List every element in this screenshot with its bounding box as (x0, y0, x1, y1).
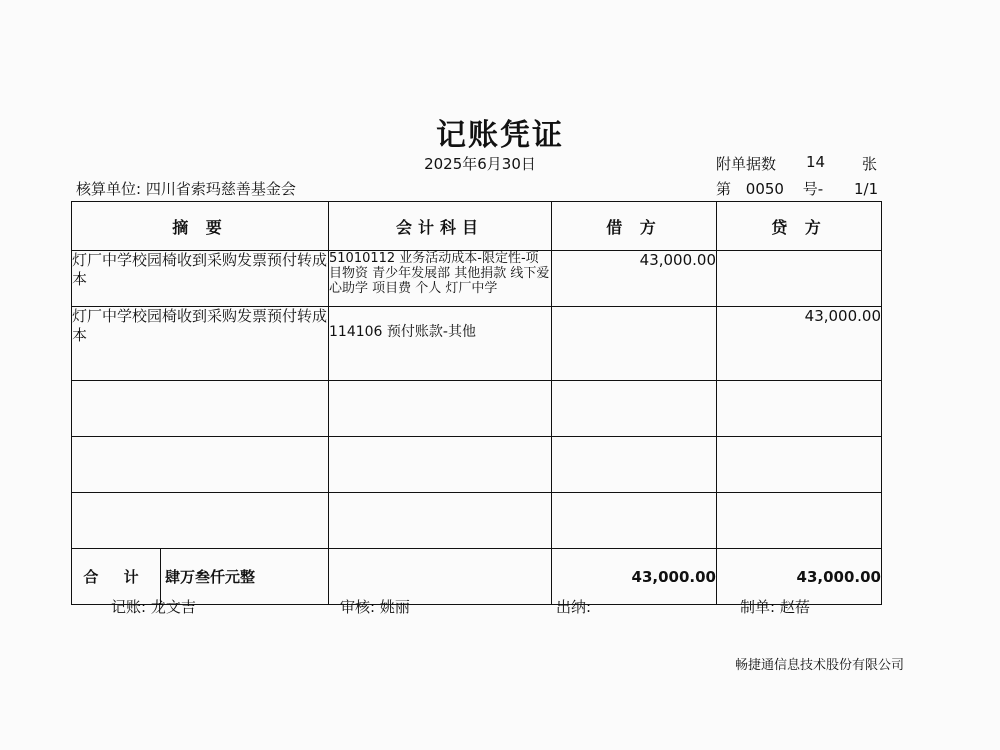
row-credit: 43,000.00 (717, 307, 882, 381)
header-credit: 贷 方 (717, 202, 882, 251)
number-suffix: 号- (802, 180, 824, 198)
preparer-name: 赵蓓 (779, 598, 810, 616)
cashier-label: 出纳: (556, 598, 592, 616)
row-debit: 43,000.00 (552, 251, 717, 307)
total-credit: 43,000.00 (717, 549, 882, 605)
empty-cell (72, 381, 329, 437)
row-debit (552, 307, 717, 381)
reviewer-label: 审核: (340, 598, 376, 616)
row-account: 51010112 业务活动成本-限定性-项目物资 青少年发展部 其他捐款 线下爱心助学 项目费 个人 灯厂中学 (329, 251, 552, 307)
empty-cell (329, 493, 552, 549)
row-account: 114106 预付账款-其他 (329, 307, 552, 381)
empty-cell (72, 437, 329, 493)
empty-cell (329, 437, 552, 493)
header-account: 会计科目 (329, 202, 552, 251)
voucher-number (716, 178, 878, 199)
attachment-number: 14 (806, 153, 826, 171)
empty-cell (717, 381, 882, 437)
empty-row (72, 381, 882, 437)
reviewer-name: 姚丽 (379, 598, 410, 616)
reviewer-signature (340, 596, 410, 617)
cashier-signature (556, 596, 591, 617)
attachment-label: 附单据数 (716, 155, 777, 173)
total-debit: 43,000.00 (552, 549, 717, 605)
software-company: 畅捷通信息技术股份有限公司 (735, 658, 905, 673)
empty-cell (552, 381, 717, 437)
total-amount-words: 肆万叁仟元整 (165, 568, 256, 586)
unit-name: 四川省索玛慈善基金会 (145, 180, 296, 198)
empty-cell (717, 493, 882, 549)
empty-cell (552, 493, 717, 549)
number-value: 0050 (745, 180, 784, 198)
total-label: 合 计 (72, 549, 161, 604)
page-indicator: 1/1 (853, 180, 879, 198)
attachment-unit: 张 (862, 155, 878, 173)
unit-label: 核算单位: (76, 180, 142, 198)
empty-row (72, 493, 882, 549)
table-row (72, 251, 882, 307)
empty-row (72, 437, 882, 493)
voucher-table (71, 201, 882, 605)
bookkeeper-signature (111, 596, 196, 617)
header-debit: 借 方 (552, 202, 717, 251)
bookkeeper-name: 龙文吉 (150, 598, 196, 616)
row-credit (717, 251, 882, 307)
accounting-unit (76, 178, 296, 199)
preparer-label: 制单: (740, 598, 776, 616)
header-summary: 摘 要 (72, 202, 329, 251)
number-prefix: 第 (716, 180, 732, 198)
table-header-row (72, 202, 882, 251)
empty-cell (329, 381, 552, 437)
voucher-date: 2025年6月30日 (424, 155, 536, 173)
empty-cell (552, 437, 717, 493)
empty-cell (717, 437, 882, 493)
preparer-signature (740, 596, 810, 617)
row-summary: 灯厂中学校园椅收到采购发票预付转成本 (72, 251, 329, 307)
table-row (72, 307, 882, 381)
empty-cell (72, 493, 329, 549)
voucher-title: 记账凭证 (436, 118, 564, 153)
row-summary: 灯厂中学校园椅收到采购发票预付转成本 (72, 307, 329, 381)
attachment-count (716, 153, 878, 174)
bookkeeper-label: 记账: (111, 598, 147, 616)
